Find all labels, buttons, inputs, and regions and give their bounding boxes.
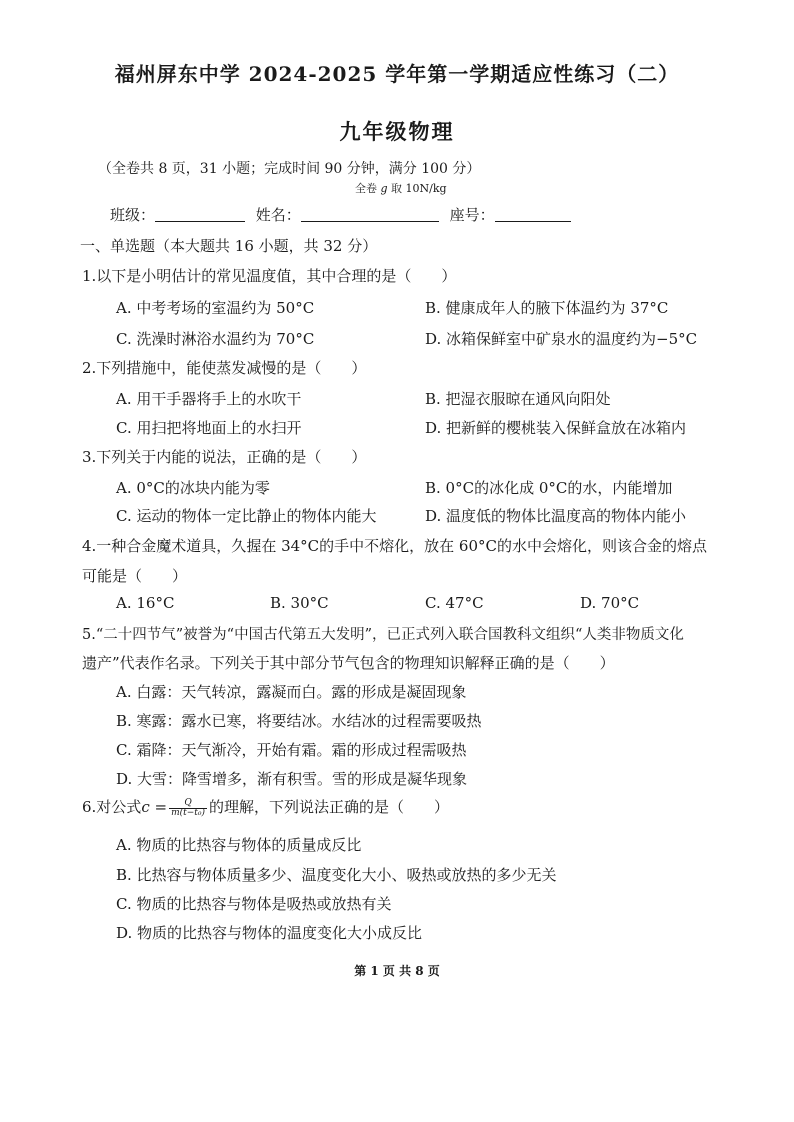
question-5-option-d[interactable]: D. 大雪：降雪增多，渐有积雪。雪的形成是凝华现象: [116, 770, 468, 788]
formula-denominator: m(t−t₀): [171, 807, 206, 818]
question-4-stem-line-1: 4.一种合金魔术道具，久握在 34°C的手中不熔化，放在 60°C的水中会熔化，则该合金的熔点: [82, 537, 707, 555]
question-5-option-b[interactable]: B. 寒露：露水已寒，将要结冰。水结冰的过程需要吸热: [116, 712, 482, 730]
question-3-option-c[interactable]: C. 运动的物体一定比静止的物体内能大: [116, 507, 377, 525]
exam-title: 福州屏东中学 2024-2025 学年第一学期适应性练习（二）: [114, 62, 680, 86]
gravity-note: [355, 180, 447, 196]
question-6-stem-suffix: 的理解，下列说法正确的是（ ）: [209, 798, 450, 816]
question-4-option-a[interactable]: A. 16°C: [116, 594, 175, 612]
subject-title: 九年级物理: [339, 119, 455, 144]
question-6-option-a[interactable]: A. 物质的比热容与物体的质量成反比: [116, 836, 362, 854]
formula-lhs: c =: [141, 798, 168, 816]
gravity-note-var: g: [380, 182, 388, 195]
question-5-stem-line-1: 5.“二十四节气”被誉为“中国古代第五大发明”，已正式列入联合国教科文组织“人类非物质文化: [82, 627, 684, 643]
question-2-option-d[interactable]: D. 把新鲜的樱桃装入保鲜盒放在冰箱内: [425, 419, 687, 437]
question-3-option-d[interactable]: D. 温度低的物体比温度高的物体内能小: [425, 507, 687, 525]
exam-info: （全卷共 8 页，31 小题；完成时间 90 分钟，满分 100 分）: [98, 161, 481, 177]
question-2-option-a[interactable]: A. 用干手器将手上的水吹干: [116, 390, 302, 408]
question-2-option-b[interactable]: B. 把湿衣服晾在通风向阳处: [425, 390, 611, 408]
question-3-option-a[interactable]: A. 0°C的冰块内能为零: [116, 479, 270, 497]
question-4-option-c[interactable]: C. 47°C: [425, 594, 484, 612]
gravity-note-prefix: 全卷: [355, 182, 381, 195]
name-blank[interactable]: [301, 207, 439, 222]
question-1-option-a[interactable]: A. 中考考场的室温约为 50°C: [116, 299, 315, 317]
question-6-option-c[interactable]: C. 物质的比热容与物体是吸热或放热有关: [116, 895, 392, 913]
question-5-stem-line-2: 遗产”代表作名录。下列关于其中部分节气包含的物理知识解释正确的是（ ）: [82, 654, 615, 672]
class-blank[interactable]: [155, 207, 245, 222]
question-2-stem: 2.下列措施中，能使蒸发减慢的是（ ）: [82, 359, 367, 377]
seat-label: 座号：: [449, 206, 495, 224]
question-6-stem-prefix: 6.对公式: [82, 798, 142, 816]
question-4-option-b[interactable]: B. 30°C: [270, 594, 329, 612]
question-3-stem: 3.下列关于内能的说法，正确的是（ ）: [82, 448, 367, 466]
question-5-option-c[interactable]: C. 霜降：天气渐冷，开始有霜。霜的形成过程需吸热: [116, 741, 467, 759]
question-6-option-d[interactable]: D. 物质的比热容与物体的温度变化大小成反比: [116, 924, 423, 942]
question-6-option-b[interactable]: B. 比热容与物体质量多少、温度变化大小、吸热或放热的多少无关: [116, 866, 557, 884]
question-1-option-d[interactable]: D. 冰箱保鲜室中矿泉水的温度约为−5°C: [425, 330, 698, 348]
question-6-stem: [82, 796, 449, 818]
section-title: 一、单选题（本大题共 16 小题，共 32 分）: [80, 237, 378, 255]
question-5-option-a[interactable]: A. 白露：天气转凉，露凝而白。露的形成是凝固现象: [116, 683, 467, 701]
question-4-option-d[interactable]: D. 70°C: [580, 594, 640, 612]
student-info-fields: [110, 204, 571, 225]
question-1-option-c[interactable]: C. 洗澡时淋浴水温约为 70°C: [116, 330, 315, 348]
class-label: 班级：: [110, 206, 156, 224]
question-1-stem: 1.以下是小明估计的常见温度值，其中合理的是（ ）: [82, 267, 457, 285]
name-label: 姓名：: [255, 206, 301, 224]
gravity-note-suffix: 取 10N/kg: [387, 182, 447, 195]
question-4-stem-line-2: 可能是（ ）: [82, 567, 188, 585]
question-1-option-b[interactable]: B. 健康成年人的腋下体温约为 37°C: [425, 299, 669, 317]
formula-numerator: Q: [169, 799, 207, 809]
question-2-option-c[interactable]: C. 用扫把将地面上的水扫开: [116, 419, 302, 437]
page-footer: 第 1 页 共 8 页: [354, 964, 440, 978]
question-3-option-b[interactable]: B. 0°C的冰化成 0°C的水，内能增加: [425, 479, 673, 497]
seat-blank[interactable]: [495, 207, 571, 222]
formula-fraction: [169, 799, 207, 818]
